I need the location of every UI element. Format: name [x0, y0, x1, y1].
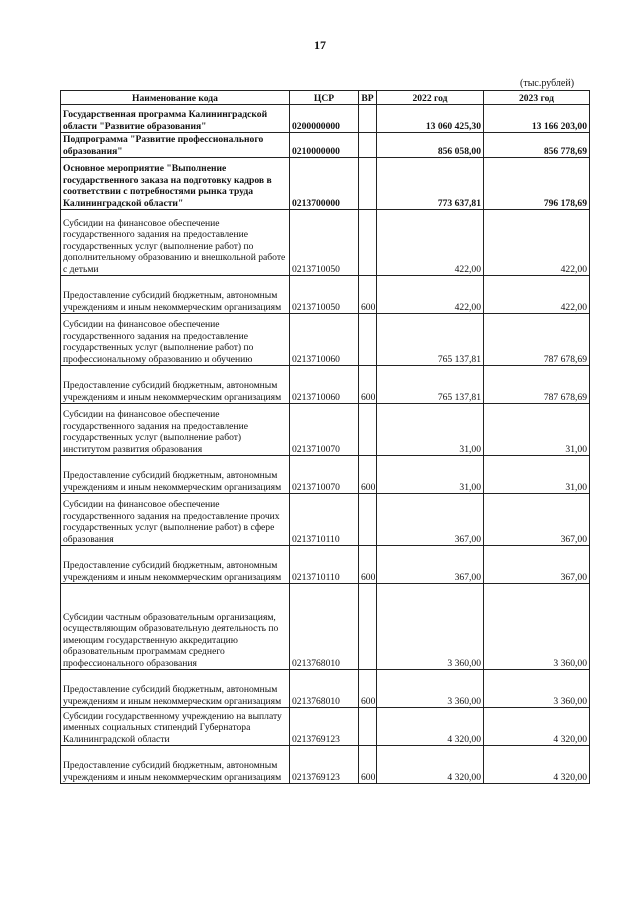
row-value-2023: 4 320,00: [484, 708, 590, 746]
row-value-2022: 765 137,81: [377, 366, 484, 404]
table-row: [61, 210, 590, 276]
row-csr: 0213769123: [290, 708, 359, 746]
row-value-2023: 422,00: [484, 210, 590, 276]
row-vr: [359, 133, 377, 158]
table-row: [61, 133, 590, 158]
row-value-2022: 367,00: [377, 494, 484, 546]
row-value-2023: 3 360,00: [484, 670, 590, 708]
row-value-2023: 13 166 203,00: [484, 105, 590, 133]
row-csr: 0213710110: [290, 546, 359, 584]
row-value-2022: 31,00: [377, 404, 484, 456]
row-name: Государственная программа Калининградской области "Развитие образования": [61, 105, 290, 133]
row-name: Предоставление субсидий бюджетным, автономным учреждениям и иным некоммерческим организациям: [61, 366, 290, 404]
row-value-2023: 3 360,00: [484, 584, 590, 670]
budget-table: [60, 90, 590, 784]
row-name: Субсидии на финансовое обеспечение государственного задания на предоставление государственных услуг (выполнение работ) по профессиональному образованию и обучению: [61, 314, 290, 366]
table-row: [61, 708, 590, 746]
page-number: 17: [314, 38, 326, 52]
row-csr: 0213710050: [290, 276, 359, 314]
row-name: Предоставление субсидий бюджетным, автономным учреждениям и иным некоммерческим организациям: [61, 546, 290, 584]
row-value-2023: 787 678,69: [484, 314, 590, 366]
row-vr: [359, 314, 377, 366]
row-name: Субсидии на финансовое обеспечение государственного задания на предоставление прочих государственных услуг (выполнение работ) в сфере образования: [61, 494, 290, 546]
header-name: Наименование кода: [61, 91, 290, 105]
header-vr: ВР: [359, 91, 377, 105]
row-csr: 0213768010: [290, 584, 359, 670]
row-name: Субсидии на финансовое обеспечение государственного задания на предоставление государственных услуг (выполнение работ) институтом развития образования: [61, 404, 290, 456]
table-header-row: [61, 91, 590, 105]
row-value-2023: 31,00: [484, 456, 590, 494]
header-2022: 2022 год: [377, 91, 484, 105]
row-csr: 0213710070: [290, 456, 359, 494]
header-2023: 2023 год: [484, 91, 590, 105]
row-name: Предоставление субсидий бюджетным, автономным учреждениям и иным некоммерческим организациям: [61, 746, 290, 784]
table-row: [61, 276, 590, 314]
row-csr: 0210000000: [290, 133, 359, 158]
row-vr: 600: [359, 746, 377, 784]
table-row: [61, 746, 590, 784]
row-vr: 600: [359, 456, 377, 494]
table-row: [61, 584, 590, 670]
row-name: Субсидии на финансовое обеспечение государственного задания на предоставление государственных услуг (выполнение работ) по дополнительному образованию и внешкольной работе с детьми: [61, 210, 290, 276]
row-name: Предоставление субсидий бюджетным, автономным учреждениям и иным некоммерческим организациям: [61, 276, 290, 314]
row-value-2022: 3 360,00: [377, 670, 484, 708]
row-value-2023: 367,00: [484, 546, 590, 584]
row-name: Предоставление субсидий бюджетным, автономным учреждениям и иным некоммерческим организациям: [61, 456, 290, 494]
table-body: [61, 105, 590, 784]
row-value-2023: 787 678,69: [484, 366, 590, 404]
header-csr: ЦСР: [290, 91, 359, 105]
row-name: Предоставление субсидий бюджетным, автономным учреждениям и иным некоммерческим организациям: [61, 670, 290, 708]
row-value-2022: 4 320,00: [377, 746, 484, 784]
row-vr: [359, 210, 377, 276]
table-row: [61, 546, 590, 584]
row-value-2022: 13 060 425,30: [377, 105, 484, 133]
row-csr: 0213768010: [290, 670, 359, 708]
row-vr: [359, 584, 377, 670]
row-value-2022: 765 137,81: [377, 314, 484, 366]
row-vr: [359, 708, 377, 746]
row-value-2022: 367,00: [377, 546, 484, 584]
row-csr: 0213769123: [290, 746, 359, 784]
row-name: Основное мероприятие "Выполнение государственного заказа на подготовку кадров в соответствии с потребностями рынка труда Калининградской области": [61, 158, 290, 210]
row-vr: 600: [359, 546, 377, 584]
row-value-2023: 31,00: [484, 404, 590, 456]
row-value-2023: 367,00: [484, 494, 590, 546]
table-row: [61, 494, 590, 546]
table-row: [61, 158, 590, 210]
row-value-2022: 773 637,81: [377, 158, 484, 210]
row-value-2023: 856 778,69: [484, 133, 590, 158]
row-name: Субсидии частным образовательным организациям, осуществляющим образовательную деятельность по имеющим государственную аккредитацию образовательным программам среднего профессионального образования: [61, 584, 290, 670]
row-csr: 0213710110: [290, 494, 359, 546]
row-csr: 0213710050: [290, 210, 359, 276]
row-csr: 0200000000: [290, 105, 359, 133]
units-label: (тыс.рублей): [520, 78, 575, 89]
table-row: [61, 456, 590, 494]
row-vr: [359, 494, 377, 546]
row-csr: 0213710060: [290, 366, 359, 404]
row-value-2022: 422,00: [377, 210, 484, 276]
table-row: [61, 314, 590, 366]
table-row: [61, 404, 590, 456]
table-row: [61, 670, 590, 708]
row-vr: 600: [359, 366, 377, 404]
row-csr: 0213710070: [290, 404, 359, 456]
row-value-2022: 4 320,00: [377, 708, 484, 746]
row-vr: 600: [359, 670, 377, 708]
row-vr: 600: [359, 276, 377, 314]
row-name: Субсидии государственному учреждению на выплату именных социальных стипендий Губернатора Калининградской области: [61, 708, 290, 746]
row-value-2023: 422,00: [484, 276, 590, 314]
row-vr: [359, 105, 377, 133]
row-value-2023: 4 320,00: [484, 746, 590, 784]
row-name: Подпрограмма "Развитие профессионального образования": [61, 133, 290, 158]
row-value-2022: 856 058,00: [377, 133, 484, 158]
row-value-2022: 31,00: [377, 456, 484, 494]
row-csr: 0213700000: [290, 158, 359, 210]
row-vr: [359, 404, 377, 456]
table-row: [61, 366, 590, 404]
table-row: [61, 105, 590, 133]
row-csr: 0213710060: [290, 314, 359, 366]
row-value-2022: 3 360,00: [377, 584, 484, 670]
row-vr: [359, 158, 377, 210]
row-value-2023: 796 178,69: [484, 158, 590, 210]
row-value-2022: 422,00: [377, 276, 484, 314]
